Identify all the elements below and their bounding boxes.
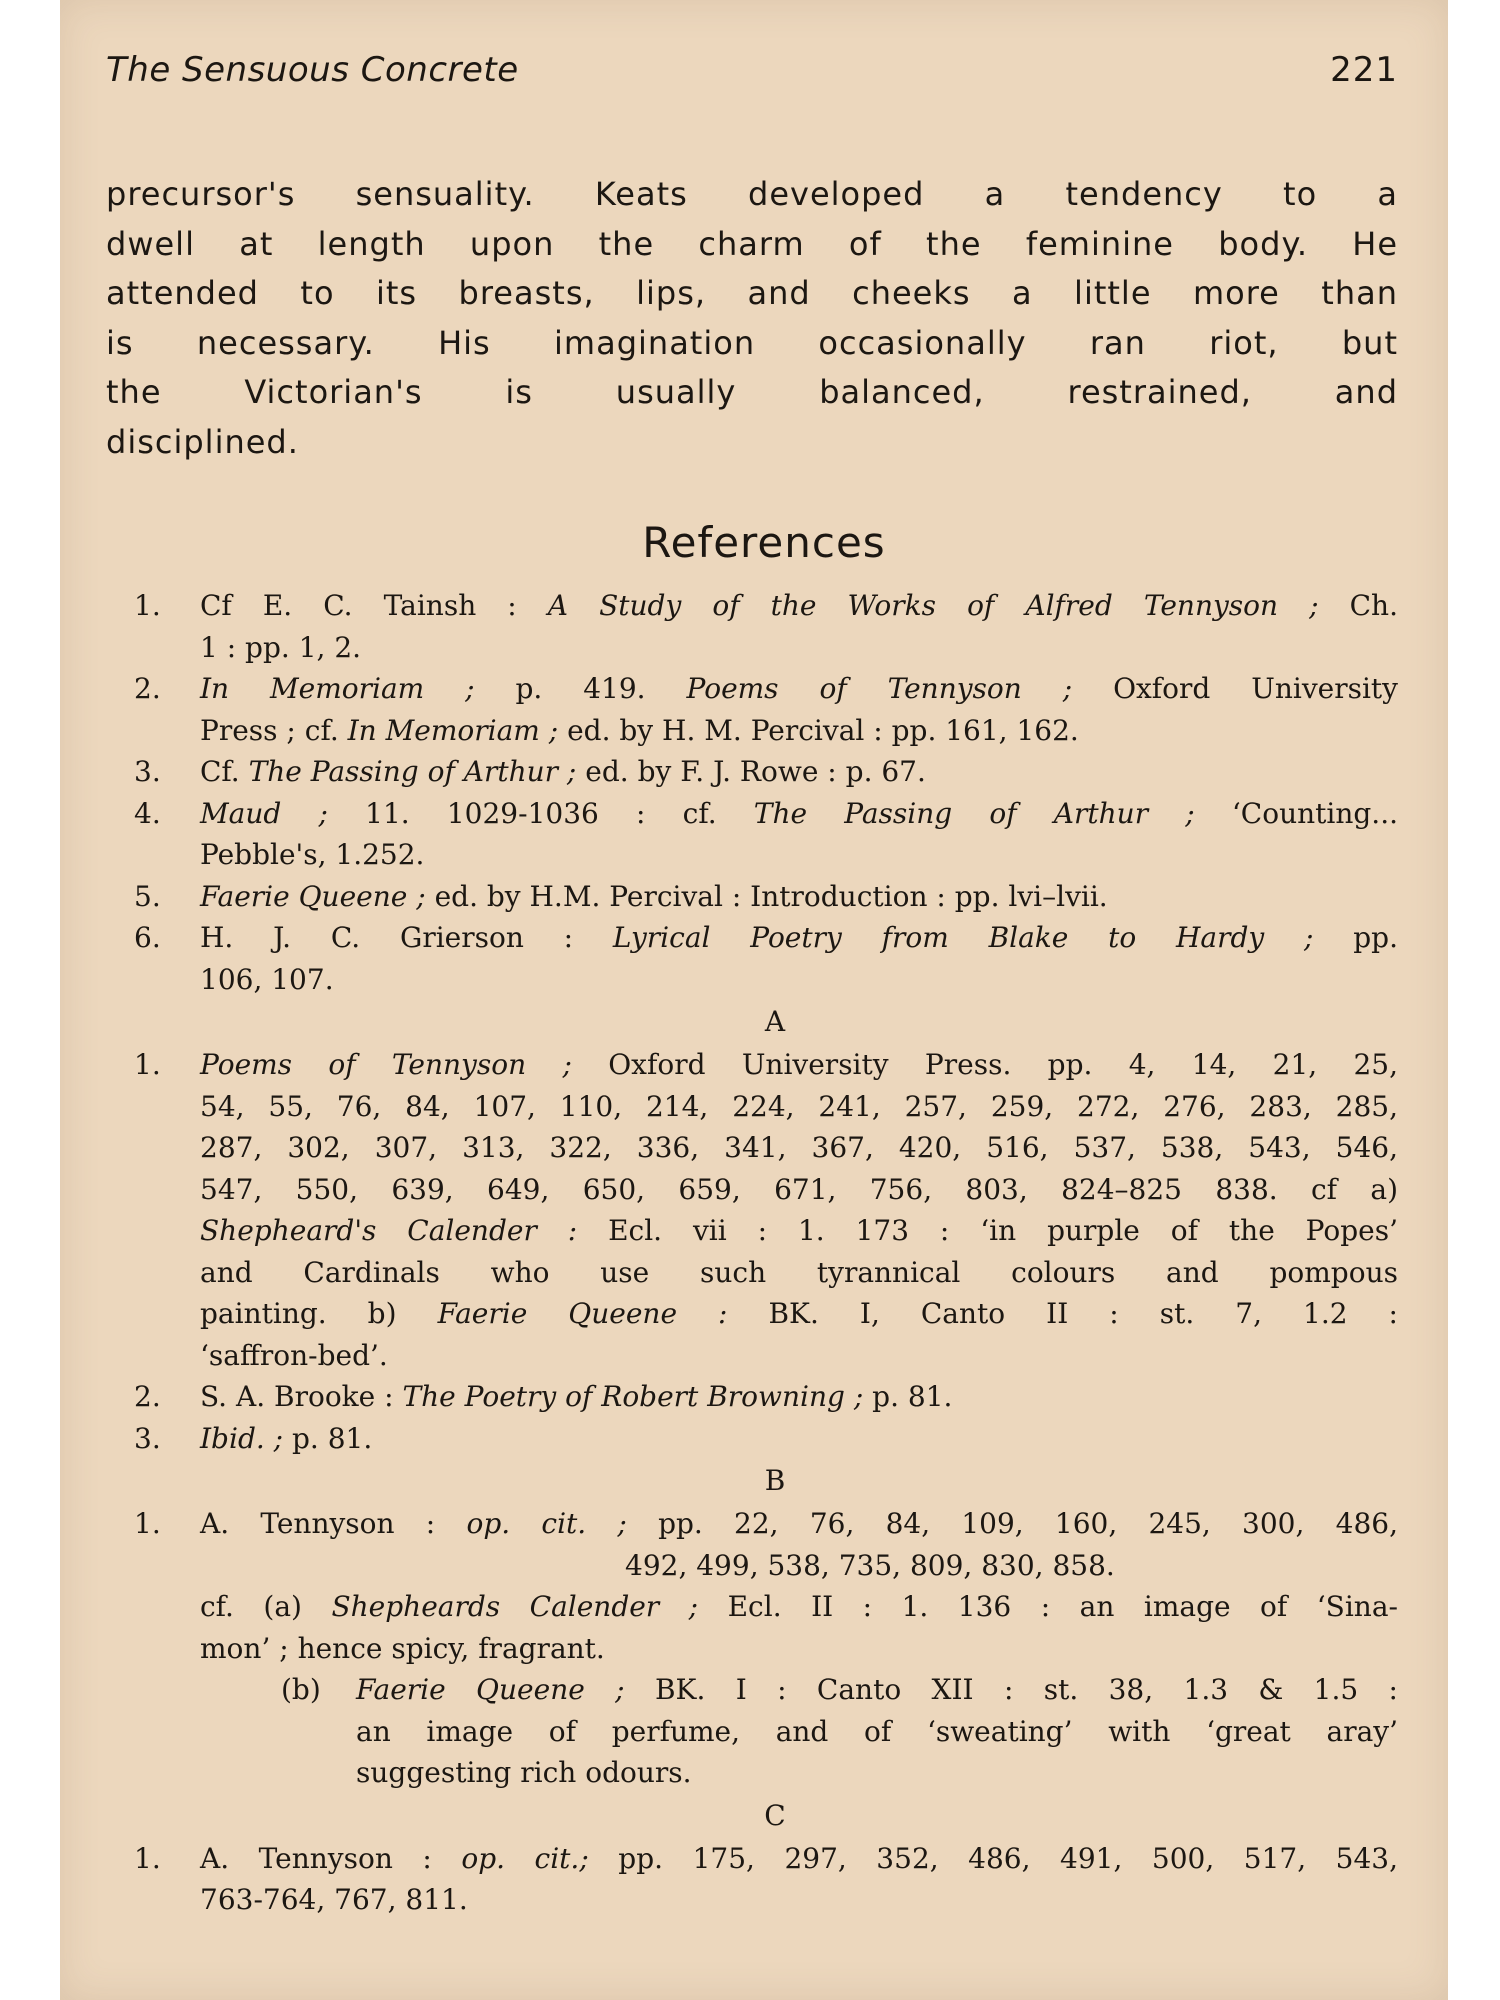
reference-number: 1. <box>134 589 161 622</box>
body-line: the Victorian's is usually balanced, restrained, and <box>106 373 1398 411</box>
reference-number: 3. <box>134 1421 161 1455</box>
reference-line: ‘saffron-bed’. <box>200 1338 388 1372</box>
reference-entry <box>106 917 1398 1000</box>
reference-line: Maud ; 11. 1029-1036 : cf. The Passing of Arthur ; ‘Counting... <box>200 796 1399 830</box>
reference-line: Pebble's, 1.252. <box>200 838 425 871</box>
reference-line: Press ; cf. In Memoriam ; ed. by H. M. Percival : pp. 161, 162. <box>200 713 1079 747</box>
reference-line: In Memoriam ; p. 419. Poems of Tennyson ; Oxford University <box>200 672 1399 705</box>
reference-line: an image of perfume, and of ‘sweating’ with ‘great aray’ <box>356 1714 1398 1748</box>
reference-number: (b) <box>281 1673 321 1706</box>
reference-line: Ibid. ; p. 81. <box>200 1421 373 1455</box>
body-line: is necessary. His imagination occasionally ran riot, but <box>106 323 1398 362</box>
reference-line: suggesting rich odours. <box>356 1756 692 1789</box>
reference-line: A. Tennyson : op. cit.; pp. 175, 297, 352, 486, 491, 500, 517, 543, <box>200 1841 1398 1875</box>
body-line: precursor's sensuality. Keats developed a tendency to a <box>106 175 1398 213</box>
reference-number: 1. <box>134 1048 161 1081</box>
reference-line: 287, 302, 307, 313, 322, 336, 341, 367, 420, 516, 537, 538, 543, 546, <box>200 1131 1398 1164</box>
reference-line: A. Tennyson : op. cit. ; pp. 22, 76, 84, 109, 160, 245, 300, 486, <box>200 1507 1398 1540</box>
reference-number: 5. <box>134 879 161 913</box>
reference-entry <box>106 1376 1398 1418</box>
reference-entry <box>106 876 1398 918</box>
reference-line: 547, 550, 639, 649, 650, 659, 671, 756, 803, 824–825 838. cf a) <box>200 1172 1398 1206</box>
reference-number: 3. <box>134 755 161 788</box>
reference-line: Cf. The Passing of Arthur ; ed. by F. J. Rowe : p. 67. <box>200 755 926 788</box>
reference-line: S. A. Brooke : The Poetry of Robert Browning ; p. 81. <box>200 1380 953 1413</box>
reference-entry <box>106 1503 1398 1586</box>
reference-number: 2. <box>134 1380 161 1413</box>
references-heading: References <box>642 518 886 567</box>
body-paragraph <box>106 170 1398 467</box>
references-list <box>106 585 1398 1921</box>
reference-line: Shepheard's Calender : Ecl. vii : 1. 173 : ‘in purple of the Popes’ <box>200 1214 1398 1247</box>
reference-line: H. J. C. Grierson : Lyrical Poetry from Blake to Hardy ; pp. <box>200 921 1399 954</box>
reference-line: 763-764, 767, 811. <box>200 1883 468 1916</box>
reference-number: 1. <box>134 1507 161 1540</box>
book-page <box>60 0 1448 2000</box>
body-line: dwell at length upon the charm of the feminine body. He <box>106 224 1398 263</box>
reference-number: 4. <box>134 796 161 830</box>
section-letter-a: A <box>764 1005 786 1038</box>
reference-number: 6. <box>134 921 161 954</box>
reference-entry <box>106 585 1398 668</box>
reference-entry <box>106 668 1398 751</box>
reference-entry <box>106 1838 1398 1921</box>
reference-line: and Cardinals who use such tyrannical colours and pompous <box>200 1255 1398 1289</box>
reference-line: Poems of Tennyson ; Oxford University Press. pp. 4, 14, 21, 25, <box>200 1048 1399 1081</box>
reference-line: Faerie Queene ; ed. by H.M. Percival : Introduction : pp. lvi–lvii. <box>200 879 1108 913</box>
reference-line: 492, 499, 538, 735, 809, 830, 858. <box>625 1548 1115 1582</box>
reference-entry <box>106 1418 1398 1460</box>
body-line: disciplined. <box>106 422 299 461</box>
reference-line: 54, 55, 76, 84, 107, 110, 214, 224, 241, 257, 259, 272, 276, 283, 285, <box>200 1089 1398 1123</box>
reference-line: 106, 107. <box>200 962 334 996</box>
reference-entry <box>106 751 1398 793</box>
running-head <box>106 50 1398 100</box>
reference-subentry <box>106 1669 1398 1794</box>
reference-line: Cf E. C. Tainsh : A Study of the Works of Alfred Tennyson ; Ch. <box>200 589 1398 622</box>
section-letter-c: C <box>764 1798 786 1832</box>
body-line: attended to its breasts, lips, and cheeks a little more than <box>106 274 1398 312</box>
reference-line: painting. b) Faerie Queene : BK. I, Canto II : st. 7, 1.2 : <box>200 1297 1398 1330</box>
running-title: The Sensuous Concrete <box>106 50 519 90</box>
section-letter-b: B <box>764 1464 786 1497</box>
reference-entry <box>106 1044 1398 1376</box>
page-number: 221 <box>1330 50 1398 90</box>
reference-number: 1. <box>134 1841 161 1875</box>
reference-line: cf. (a) Shepheards Calender ; Ecl. II : 1. 136 : an image of ‘Sina- <box>200 1590 1398 1623</box>
reference-line: Faerie Queene ; BK. I : Canto XII : st. 38, 1.3 & 1.5 : <box>356 1673 1398 1706</box>
reference-line: 1 : pp. 1, 2. <box>200 630 362 664</box>
reference-line: mon’ ; hence spicy, fragrant. <box>200 1631 605 1665</box>
reference-number: 2. <box>134 672 161 705</box>
reference-entry <box>106 793 1398 876</box>
reference-subentry <box>106 1586 1398 1669</box>
